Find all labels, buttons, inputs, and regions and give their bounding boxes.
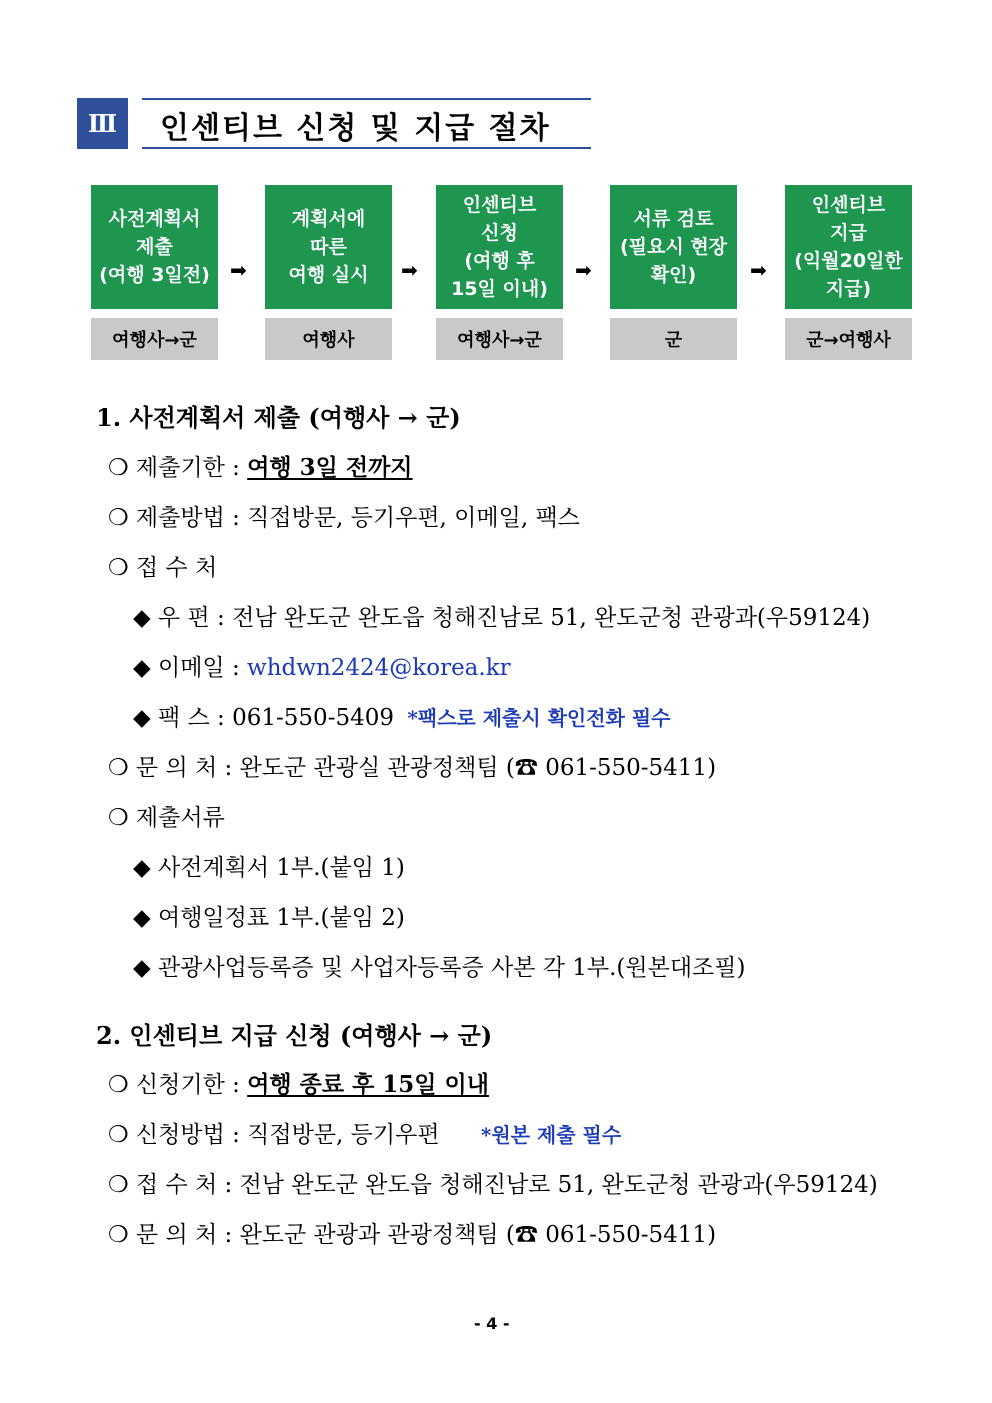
s1-deadline-value: 여행 3일 전까지 — [247, 454, 413, 481]
s1-inquiry: ❍ 문 의 처 : 완도군 관광실 관광정책팀 (☎ 061-550-5411) — [108, 755, 717, 781]
s2-receiver: ❍ 접 수 처 : 전남 완도군 완도읍 청해진남로 51, 완도군청 관광과(우59124) — [108, 1172, 878, 1198]
flow-step-3: 인센티브 신청 (여행 후 15일 이내) — [436, 185, 563, 309]
flow-actor-5: 군→여행사 — [785, 318, 912, 360]
section-title: 인센티브 신청 및 지급 절차 — [160, 111, 551, 146]
s2-method-note: *원본 제출 필수 — [480, 1123, 622, 1147]
s1-method: ❍ 제출방법 : 직접방문, 등기우편, 이메일, 팩스 — [108, 505, 580, 531]
s1-doc-2: ◆ 여행일정표 1부.(붙임 2) — [133, 905, 405, 931]
flow-step-5: 인센티브 지급 (익월20일한 지급) — [785, 185, 912, 309]
s2-inquiry: ❍ 문 의 처 : 완도군 관광과 관광정책팀 (☎ 061-550-5411) — [108, 1222, 717, 1248]
flow-arrow-icon: ➡ — [750, 258, 767, 282]
s1-post: ◆ 우 편 : 전남 완도군 완도읍 청해진남로 51, 완도군청 관광과(우59124) — [133, 605, 871, 631]
flow-arrow-icon: ➡ — [401, 258, 418, 282]
section-number-box: Ⅲ — [77, 98, 128, 149]
s1-deadline-label: ❍ 제출기한 : — [108, 455, 248, 481]
s1-doc-3: ◆ 관광사업등록증 및 사업자등록증 사본 각 1부.(원본대조필) — [133, 955, 746, 981]
flow-actor-3: 여행사→군 — [436, 318, 563, 360]
flow-step-2: 계획서에 따른 여행 실시 — [265, 185, 392, 309]
flow-actor-4: 군 — [610, 318, 737, 360]
s1-deadline — [108, 449, 413, 482]
s2-method-text: ❍ 신청방법 : 직접방문, 등기우편 — [108, 1122, 440, 1148]
s1-email-label: ◆ 이메일 : — [133, 655, 248, 681]
section-title-top-rule — [142, 98, 591, 100]
s2-deadline — [108, 1066, 489, 1099]
s1-receiver: ❍ 접 수 처 — [108, 555, 218, 581]
s1-heading: 1. 사전계획서 제출 (여행사 → 군) — [96, 403, 461, 432]
s2-heading: 2. 인센티브 지급 신청 (여행사 → 군) — [96, 1021, 493, 1050]
section-title-bottom-rule — [142, 147, 591, 149]
s1-fax-note: *팩스로 제출시 확인전화 필수 — [407, 706, 671, 730]
s1-email — [133, 649, 511, 682]
flow-actor-1: 여행사→군 — [91, 318, 218, 360]
flow-actor-2: 여행사 — [265, 318, 392, 360]
flow-step-4: 서류 검토 (필요시 현장 확인) — [610, 185, 737, 309]
s1-docs: ❍ 제출서류 — [108, 805, 225, 831]
s2-deadline-value: 여행 종료 후 15일 이내 — [247, 1071, 489, 1098]
s2-deadline-label: ❍ 신청기한 : — [108, 1072, 248, 1098]
s1-doc-1: ◆ 사전계획서 1부.(붙임 1) — [133, 855, 405, 881]
flow-step-1: 사전계획서 제출 (여행 3일전) — [91, 185, 218, 309]
s2-method — [108, 1116, 621, 1149]
s1-email-link[interactable]: whdwn2424@korea.kr — [247, 655, 511, 681]
flow-arrow-icon: ➡ — [575, 258, 592, 282]
flow-arrow-icon: ➡ — [230, 258, 247, 282]
page-number: - 4 - — [474, 1314, 510, 1333]
s1-fax — [133, 699, 671, 732]
s1-fax-label: ◆ 팩 스 : 061-550-5409 — [133, 705, 394, 731]
